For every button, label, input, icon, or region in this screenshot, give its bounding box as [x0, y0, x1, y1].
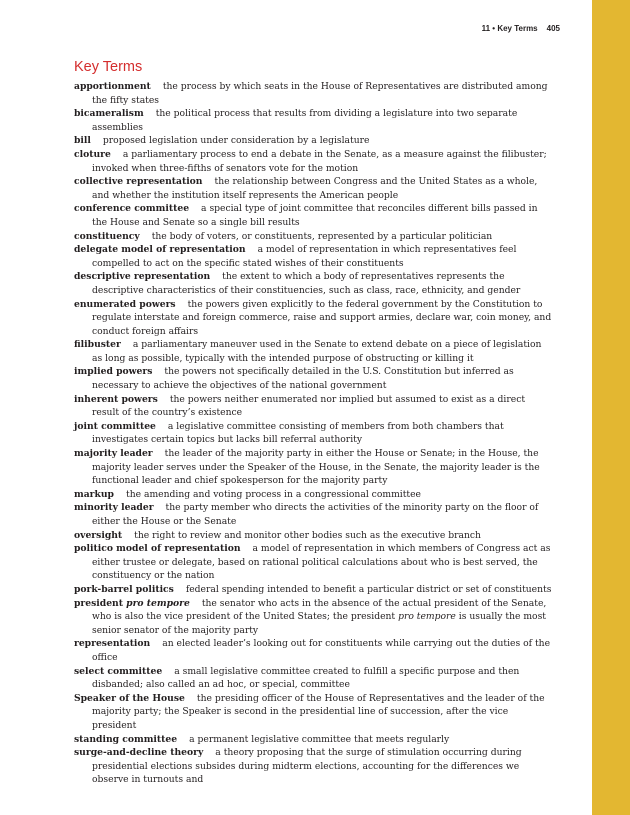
term-name: apportionment — [74, 81, 151, 92]
term-definition: a parliamentary maneuver used in the Senate to extend debate on a piece of legislation as long as possible, typically with the intended purpose of obstructing or killing it — [92, 339, 542, 364]
term-name: minority leader — [74, 502, 154, 514]
term-definition: the relationship between Congress and the United States as a whole, and whether the institution itself represents the American people — [92, 176, 538, 201]
term-name: oversight — [74, 529, 123, 541]
running-head-label: 11 • Key Terms — [481, 24, 538, 33]
term-entry — [74, 393, 554, 420]
term-entry — [74, 637, 554, 664]
page-number: 405 — [546, 24, 560, 33]
key-terms-list — [74, 80, 554, 787]
term-name: pork-barrel politics — [74, 583, 174, 595]
term-name: cloture — [74, 148, 111, 160]
term-name: politico model of representation — [74, 543, 241, 555]
term-definition: a permanent legislative committee that meets regularly — [189, 733, 450, 745]
term-entry — [74, 501, 554, 528]
term-name: delegate model of representation — [74, 244, 246, 256]
term-definition: the senator who acts in the absence of the actual president of the Senate, who is also the vice president of the United States; the president pro tempore is usually the most senior senator of the majority party — [92, 597, 547, 636]
term-definition: a model of representation in which representatives feel compelled to act on the specific stated wishes of their constituents — [92, 244, 517, 269]
term-definition: the body of voters, or constituents, represented by a particular politician — [151, 230, 493, 242]
term-entry — [74, 529, 554, 543]
term-definition: the presiding officer of the House of Representatives and the leader of the majority party; the Speaker is second in the presidential line of succession, after the vice president — [92, 692, 545, 731]
term-entry — [74, 365, 554, 392]
term-definition: the extent to which a body of representatives represents the descriptive characteristics of their constituencies, such as class, race, ethnicity, and gender — [92, 271, 521, 296]
term-name: conference committee — [74, 203, 190, 215]
term-entry — [74, 488, 554, 502]
term-entry — [74, 80, 554, 107]
term-entry — [74, 597, 554, 638]
term-name: constituency — [74, 230, 140, 242]
term-entry — [74, 665, 554, 692]
term-name: joint committee — [74, 420, 156, 432]
term-entry — [74, 447, 554, 488]
chapter-side-band — [592, 0, 630, 815]
term-definition: a theory proposing that the surge of stimulation occurring during presidential elections subsides during midterm elections, accounting for the differences we observe in turnouts and — [92, 747, 522, 786]
term-entry — [74, 148, 554, 175]
term-definition: the leader of the majority party in either the House or Senate; in the House, the majority leader serves under the Speaker of the House, in the Senate, the majority leader is the functional leader and chief spokesperson for the majority party — [92, 448, 540, 487]
term-name: majority leader — [74, 448, 153, 460]
term-entry — [74, 298, 554, 339]
term-name: select committee — [74, 665, 163, 677]
term-definition: the powers not specifically detailed in the U.S. Constitution but inferred as necessary to achieve the objectives of the national government — [92, 366, 514, 392]
term-name: markup — [74, 488, 114, 500]
term-entry — [74, 230, 554, 244]
term-definition: proposed legislation under consideration by a legislature — [102, 135, 370, 147]
term-definition: federal spending intended to benefit a particular district or set of constituents — [185, 583, 552, 595]
term-entry — [74, 175, 554, 202]
term-entry — [74, 583, 554, 597]
term-definition: a parliamentary process to end a debate in the Senate, as a measure against the filibuster; invoked when three-fifths of senators vote for the motion — [92, 148, 547, 174]
term-definition: the political process that results from dividing a legislature into two separate assemblies — [92, 108, 518, 133]
term-definition: the powers neither enumerated nor implied but assumed to exist as a direct result of the country’s existence — [92, 393, 526, 419]
term-definition: a special type of joint committee that reconciles different bills passed in the House and Senate so a single bill results — [92, 203, 538, 228]
term-entry — [74, 107, 554, 134]
term-name: enumerated powers — [74, 298, 176, 310]
term-definition: an elected leader’s looking out for constituents while carrying out the duties of the office — [92, 638, 551, 663]
term-name: inherent powers — [74, 393, 158, 405]
term-entry — [74, 243, 554, 270]
term-definition: the powers given explicitly to the federal government by the Constitution to regulate interstate and foreign commerce, raise and support armies, declare war, coin money, and conduct foreign affairs — [92, 298, 552, 337]
term-name: Speaker of the House — [74, 692, 185, 704]
term-entry — [74, 733, 554, 747]
term-name: collective representation — [74, 176, 203, 188]
running-head — [482, 24, 560, 33]
term-name: surge-and-decline theory — [74, 747, 204, 759]
term-entry — [74, 542, 554, 583]
term-name: president pro tempore — [74, 597, 190, 609]
term-definition: the right to review and monitor other bodies such as the executive branch — [134, 529, 481, 541]
term-name: bicameralism — [74, 108, 144, 120]
term-definition: a small legislative committee created to fulfill a specific purpose and then disbanded; also called an ad hoc, or special, committee — [92, 665, 520, 691]
term-definition: a model of representation in which members of Congress act as either trustee or delegate, based on rational political calculations about who is best served, the constituency or the nation — [92, 543, 551, 582]
term-entry — [74, 338, 554, 365]
term-entry — [74, 134, 554, 148]
page-title: Key Terms — [74, 59, 143, 75]
term-definition: a legislative committee consisting of members from both chambers that investigates certain topics but lacks bill referral authority — [92, 420, 504, 446]
term-name: representation — [74, 638, 151, 650]
term-name: implied powers — [74, 366, 153, 378]
term-entry — [74, 692, 554, 733]
term-name: bill — [74, 135, 91, 147]
term-name: standing committee — [74, 733, 178, 745]
term-entry — [74, 420, 554, 447]
term-entry — [74, 270, 554, 297]
term-definition: the amending and voting process in a congressional committee — [126, 488, 421, 500]
term-definition: the process by which seats in the House of Representatives are distributed among the fifty states — [92, 81, 548, 106]
term-entry — [74, 746, 554, 787]
term-name: filibuster — [74, 339, 121, 351]
term-entry — [74, 202, 554, 229]
term-definition: the party member who directs the activities of the minority party on the floor of either the House or the Senate — [92, 502, 539, 527]
term-name: descriptive representation — [74, 271, 211, 283]
